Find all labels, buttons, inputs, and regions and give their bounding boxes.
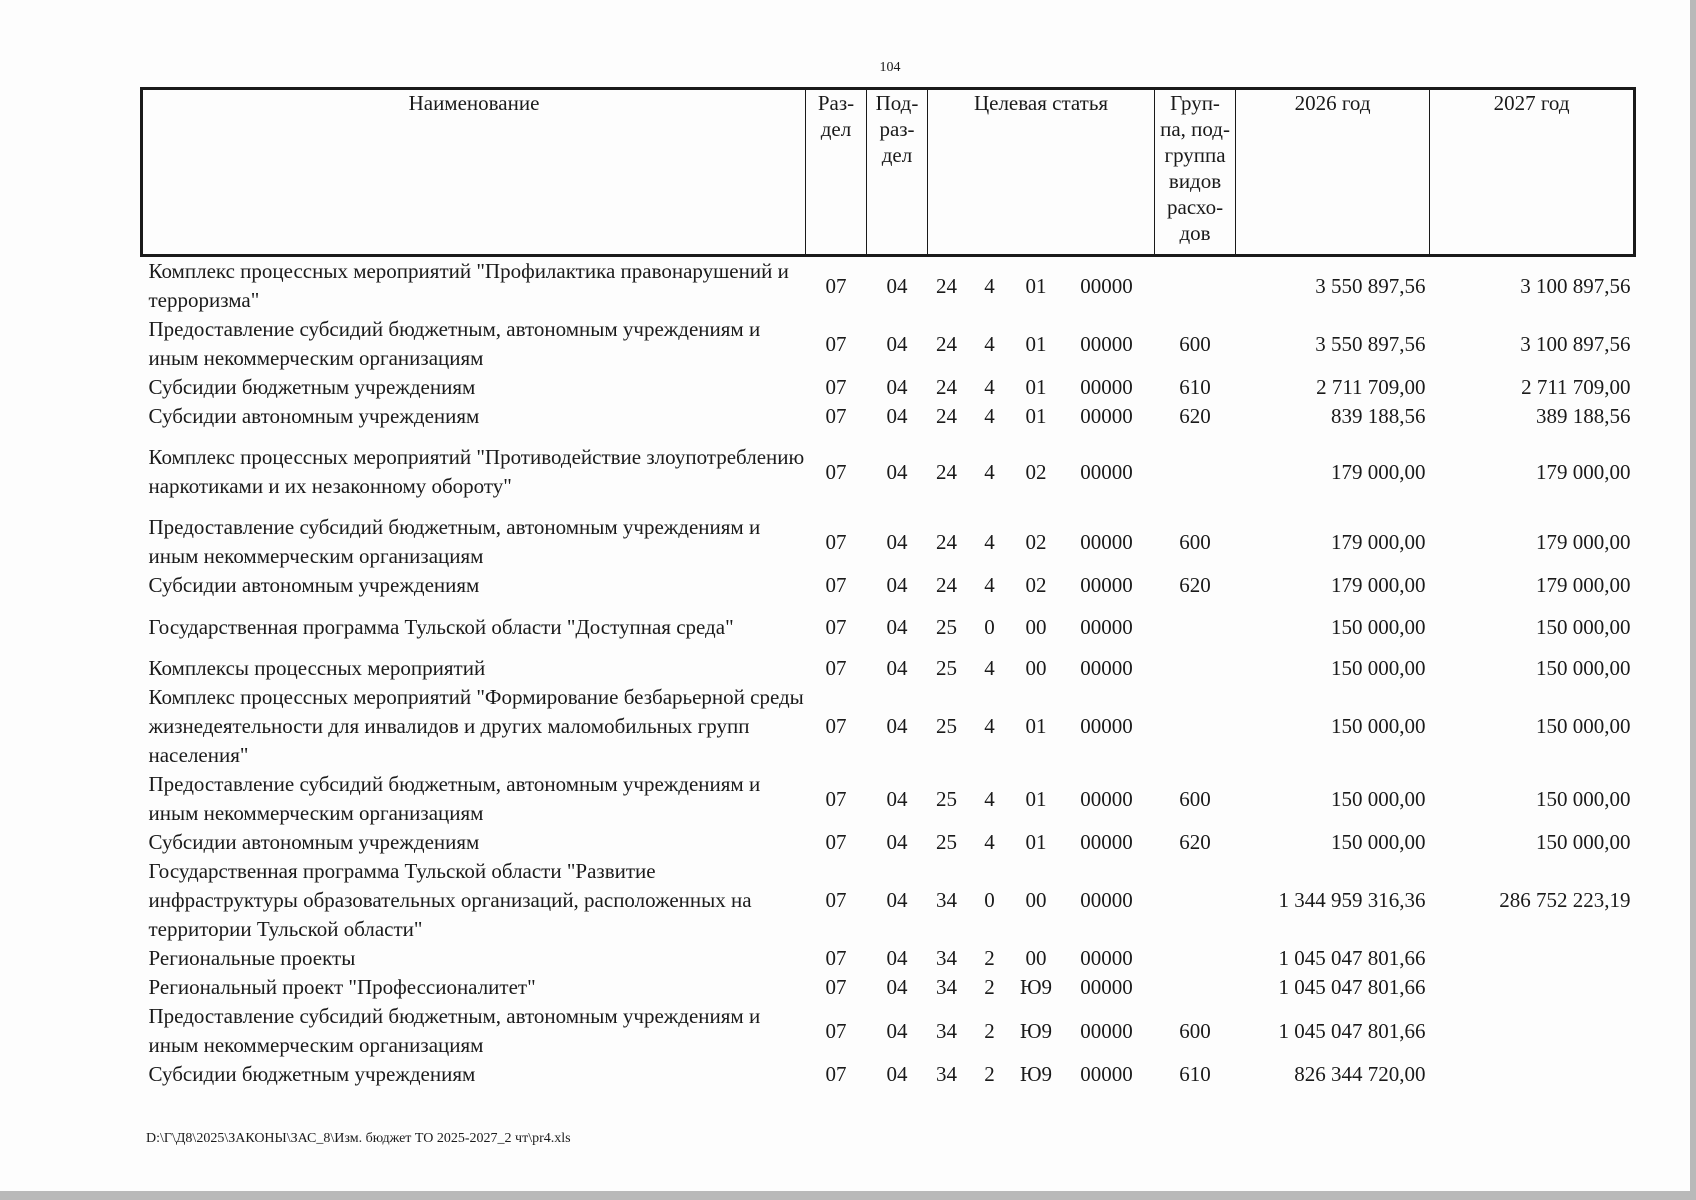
- row-razdel: 07: [825, 375, 847, 399]
- row-razdel: 07: [825, 459, 847, 484]
- row-razdel: 07: [825, 1018, 847, 1043]
- row-target-element: 01: [1025, 714, 1047, 738]
- row-podrazdel: 04: [886, 946, 908, 970]
- row-amount-2026: 1 045 047 801,66: [1278, 1018, 1426, 1043]
- row-amount-2027: 150 000,00: [1536, 614, 1631, 639]
- row-target-direction: 00000: [1080, 656, 1133, 680]
- row-target-program: 24: [936, 573, 957, 597]
- table-row: [142, 857, 1635, 944]
- row-target-program: 34: [936, 946, 957, 970]
- row-expense-group: [1155, 431, 1236, 513]
- row-name: Предоставление субсидий бюджетным, автономным учреждениям и иным некоммерческим организациям: [148, 515, 761, 568]
- row-amount-2027: [1430, 1002, 1635, 1060]
- row-expense-group: 600: [1179, 786, 1211, 811]
- row-target-program: 34: [936, 975, 957, 999]
- row-target-program: 34: [936, 1062, 957, 1086]
- row-podrazdel: 04: [886, 573, 908, 597]
- row-target-direction: 00000: [1080, 975, 1133, 999]
- row-name: Предоставление субсидий бюджетным, автономным учреждениям и иным некоммерческим организациям: [148, 1004, 761, 1057]
- row-target-type: 4: [984, 404, 995, 428]
- row-target-direction: 00000: [1080, 830, 1133, 854]
- table-row: [142, 373, 1635, 402]
- row-name: Комплекс процессных мероприятий "Противодействие злоупотреблению наркотиками и их незаконному обороту": [148, 445, 805, 498]
- row-target-type: 0: [984, 614, 995, 639]
- row-target-program: 25: [936, 786, 957, 811]
- table-body: [142, 256, 1635, 1090]
- row-target-direction: 00000: [1080, 714, 1133, 738]
- row-amount-2026: 150 000,00: [1331, 656, 1426, 680]
- row-expense-group: [1155, 944, 1236, 973]
- row-amount-2026: 3 550 897,56: [1315, 331, 1426, 356]
- row-target-type: 4: [984, 375, 995, 399]
- row-name: Субсидии автономным учреждениям: [148, 830, 480, 854]
- row-amount-2026: 150 000,00: [1331, 830, 1426, 854]
- row-target-program: 24: [936, 459, 957, 484]
- row-target-element: 02: [1025, 573, 1047, 597]
- row-podrazdel: 04: [886, 331, 908, 356]
- row-target-element: Ю9: [1019, 1062, 1053, 1086]
- table-row: [142, 828, 1635, 857]
- row-amount-2027: 2 711 709,00: [1521, 375, 1631, 399]
- row-name: Субсидии автономным учреждениям: [148, 573, 480, 597]
- row-amount-2026: 1 045 047 801,66: [1278, 975, 1426, 999]
- table-row: [142, 1060, 1635, 1089]
- header-target-article: Целевая статья: [928, 89, 1155, 256]
- table-row: [142, 315, 1635, 373]
- row-target-program: 24: [936, 273, 957, 298]
- header-2026: 2026 год: [1236, 89, 1430, 256]
- row-target-element: 01: [1025, 404, 1047, 428]
- row-amount-2027: [1430, 973, 1635, 1002]
- row-target-program: 25: [936, 656, 957, 680]
- row-razdel: 07: [825, 331, 847, 356]
- row-podrazdel: 04: [886, 1062, 908, 1086]
- row-expense-group: 620: [1179, 830, 1211, 854]
- row-expense-group: 610: [1179, 1062, 1211, 1086]
- row-target-type: 4: [984, 529, 995, 554]
- row-name: Предоставление субсидий бюджетным, автономным учреждениям и иным некоммерческим организациям: [148, 317, 761, 370]
- row-target-program: 24: [936, 404, 957, 428]
- row-expense-group: 600: [1179, 1018, 1211, 1043]
- row-target-element: 01: [1025, 331, 1047, 356]
- row-target-type: 0: [984, 888, 995, 912]
- row-amount-2027: 150 000,00: [1536, 714, 1631, 738]
- row-name: Комплекс процессных мероприятий "Профилактика правонарушений и терроризма": [148, 259, 789, 312]
- row-target-element: 00: [1025, 888, 1047, 912]
- row-target-program: 24: [936, 331, 957, 356]
- row-podrazdel: 04: [886, 975, 908, 999]
- row-name: Комплекс процессных мероприятий "Формирование безбарьерной среды жизнедеятельности для инвалидов и других маломобильных групп населения": [148, 685, 804, 767]
- row-target-element: 00: [1025, 946, 1047, 970]
- row-target-direction: 00000: [1080, 273, 1133, 298]
- row-razdel: 07: [825, 975, 847, 999]
- row-razdel: 07: [825, 573, 847, 597]
- row-target-element: 00: [1025, 656, 1047, 680]
- footer-file-path: D:\Г\Д8\2025\ЗАКОНЫ\ЗАС_8\Изм. бюджет ТО 2025-2027_2 чт\pr4.xls: [146, 1131, 571, 1146]
- row-target-type: 4: [984, 656, 995, 680]
- row-target-type: 4: [984, 786, 995, 811]
- row-target-direction: 00000: [1080, 786, 1133, 811]
- row-name: Комплексы процессных мероприятий: [148, 656, 486, 680]
- row-amount-2026: 1 045 047 801,66: [1278, 946, 1426, 970]
- header-razdel: Раз- дел: [806, 89, 867, 256]
- header-2027: 2027 год: [1430, 89, 1635, 256]
- row-amount-2026: 179 000,00: [1331, 459, 1426, 484]
- row-razdel: 07: [825, 946, 847, 970]
- row-expense-group: [1155, 600, 1236, 654]
- row-target-element: 00: [1025, 614, 1047, 639]
- row-target-type: 4: [984, 830, 995, 854]
- row-name: Государственная программа Тульской области "Развитие инфраструктуры образовательных организаций, расположенных на территории Тульской области": [148, 859, 752, 941]
- row-target-direction: 00000: [1080, 1062, 1133, 1086]
- table-row: [142, 1002, 1635, 1060]
- row-razdel: 07: [825, 786, 847, 811]
- row-amount-2026: 2 711 709,00: [1316, 375, 1426, 399]
- row-amount-2026: 1 344 959 316,36: [1278, 888, 1426, 912]
- row-expense-group: [1155, 256, 1236, 316]
- row-target-program: 34: [936, 1018, 957, 1043]
- row-amount-2027: 389 188,56: [1536, 404, 1631, 428]
- header-name: Наименование: [142, 89, 806, 256]
- row-amount-2027: 150 000,00: [1536, 656, 1631, 680]
- row-podrazdel: 04: [886, 786, 908, 811]
- row-target-direction: 00000: [1080, 404, 1133, 428]
- table-row: [142, 571, 1635, 600]
- table-header-row: [142, 89, 1635, 256]
- row-amount-2026: 150 000,00: [1331, 614, 1426, 639]
- row-target-type: 2: [984, 946, 995, 970]
- row-target-direction: 00000: [1080, 529, 1133, 554]
- row-target-type: 2: [984, 975, 995, 999]
- row-amount-2026: 150 000,00: [1331, 786, 1426, 811]
- table-row: [142, 256, 1635, 316]
- row-amount-2027: 286 752 223,19: [1499, 888, 1631, 912]
- row-amount-2027: 179 000,00: [1536, 529, 1631, 554]
- row-name: Субсидии бюджетным учреждениям: [148, 1062, 476, 1086]
- row-razdel: 07: [825, 1062, 847, 1086]
- row-target-direction: 00000: [1080, 888, 1133, 912]
- table-row: [142, 431, 1635, 513]
- row-target-direction: 00000: [1080, 375, 1133, 399]
- row-podrazdel: 04: [886, 459, 908, 484]
- row-target-element: 01: [1025, 830, 1047, 854]
- row-amount-2027: 179 000,00: [1536, 573, 1631, 597]
- header-podrazdel: Под- раз- дел: [867, 89, 928, 256]
- row-amount-2027: 3 100 897,56: [1520, 273, 1631, 298]
- row-podrazdel: 04: [886, 1018, 908, 1043]
- row-podrazdel: 04: [886, 888, 908, 912]
- row-amount-2027: 179 000,00: [1536, 459, 1631, 484]
- row-amount-2027: 150 000,00: [1536, 786, 1631, 811]
- row-expense-group: 600: [1179, 529, 1211, 554]
- table-row: [142, 513, 1635, 571]
- row-razdel: 07: [825, 529, 847, 554]
- row-razdel: 07: [825, 614, 847, 639]
- row-amount-2026: 179 000,00: [1331, 573, 1426, 597]
- row-name: Предоставление субсидий бюджетным, автономным учреждениям и иным некоммерческим организациям: [148, 772, 761, 825]
- row-amount-2026: 839 188,56: [1331, 404, 1426, 428]
- row-expense-group: 620: [1179, 573, 1211, 597]
- row-target-type: 4: [984, 573, 995, 597]
- row-target-program: 24: [936, 529, 957, 554]
- row-razdel: 07: [825, 656, 847, 680]
- row-target-direction: 00000: [1080, 946, 1133, 970]
- row-razdel: 07: [825, 714, 847, 738]
- row-target-direction: 00000: [1080, 459, 1133, 484]
- row-target-type: 2: [984, 1062, 995, 1086]
- row-target-direction: 00000: [1080, 1018, 1133, 1043]
- row-name: Субсидии бюджетным учреждениям: [148, 375, 476, 399]
- row-target-direction: 00000: [1080, 331, 1133, 356]
- row-target-element: 01: [1025, 273, 1047, 298]
- row-expense-group: [1155, 857, 1236, 944]
- row-target-element: 02: [1025, 459, 1047, 484]
- row-target-element: 01: [1025, 786, 1047, 811]
- table-row: [142, 402, 1635, 431]
- row-target-element: Ю9: [1019, 1018, 1053, 1043]
- row-target-type: 2: [984, 1018, 995, 1043]
- row-expense-group: 600: [1179, 331, 1211, 356]
- row-amount-2026: 150 000,00: [1331, 714, 1426, 738]
- row-amount-2026: 3 550 897,56: [1315, 273, 1426, 298]
- row-podrazdel: 04: [886, 714, 908, 738]
- table-row: [142, 973, 1635, 1002]
- row-name: Субсидии автономным учреждениям: [148, 404, 480, 428]
- row-target-type: 4: [984, 714, 995, 738]
- row-podrazdel: 04: [886, 614, 908, 639]
- table-row: [142, 600, 1635, 654]
- row-amount-2027: 150 000,00: [1536, 830, 1631, 854]
- row-target-program: 24: [936, 375, 957, 399]
- row-expense-group: [1155, 683, 1236, 770]
- table-row: [142, 770, 1635, 828]
- row-amount-2026: 179 000,00: [1331, 529, 1426, 554]
- table-row: [142, 944, 1635, 973]
- table-row: [142, 654, 1635, 683]
- row-target-element: 02: [1025, 529, 1047, 554]
- row-target-program: 25: [936, 714, 957, 738]
- table-row: [142, 683, 1635, 770]
- row-name: Региональные проекты: [148, 946, 356, 970]
- row-target-type: 4: [984, 459, 995, 484]
- row-name: Региональный проект "Профессионалитет": [148, 975, 536, 999]
- row-expense-group: 620: [1179, 404, 1211, 428]
- row-target-program: 25: [936, 614, 957, 639]
- row-podrazdel: 04: [886, 656, 908, 680]
- budget-table: [140, 87, 1636, 1089]
- row-name: Государственная программа Тульской области "Доступная среда": [148, 614, 734, 639]
- row-podrazdel: 04: [886, 404, 908, 428]
- row-target-program: 34: [936, 888, 957, 912]
- row-razdel: 07: [825, 404, 847, 428]
- row-amount-2027: [1430, 944, 1635, 973]
- row-target-type: 4: [984, 331, 995, 356]
- row-razdel: 07: [825, 830, 847, 854]
- row-expense-group: [1155, 654, 1236, 683]
- row-amount-2027: 3 100 897,56: [1520, 331, 1631, 356]
- row-amount-2026: 826 344 720,00: [1294, 1062, 1426, 1086]
- row-expense-group: [1155, 973, 1236, 1002]
- row-amount-2027: [1430, 1060, 1635, 1089]
- row-podrazdel: 04: [886, 375, 908, 399]
- row-expense-group: 610: [1179, 375, 1211, 399]
- row-target-direction: 00000: [1080, 573, 1133, 597]
- row-podrazdel: 04: [886, 830, 908, 854]
- header-expense-group: Груп- па, под- группа видов расхо- дов: [1155, 89, 1236, 256]
- row-podrazdel: 04: [886, 529, 908, 554]
- row-razdel: 07: [825, 273, 847, 298]
- row-target-type: 4: [984, 273, 995, 298]
- row-target-program: 25: [936, 830, 957, 854]
- row-target-element: Ю9: [1019, 975, 1053, 999]
- row-razdel: 07: [825, 888, 847, 912]
- row-podrazdel: 04: [886, 273, 908, 298]
- row-target-direction: 00000: [1080, 614, 1133, 639]
- page-number: 104: [879, 60, 901, 75]
- row-target-element: 01: [1025, 375, 1047, 399]
